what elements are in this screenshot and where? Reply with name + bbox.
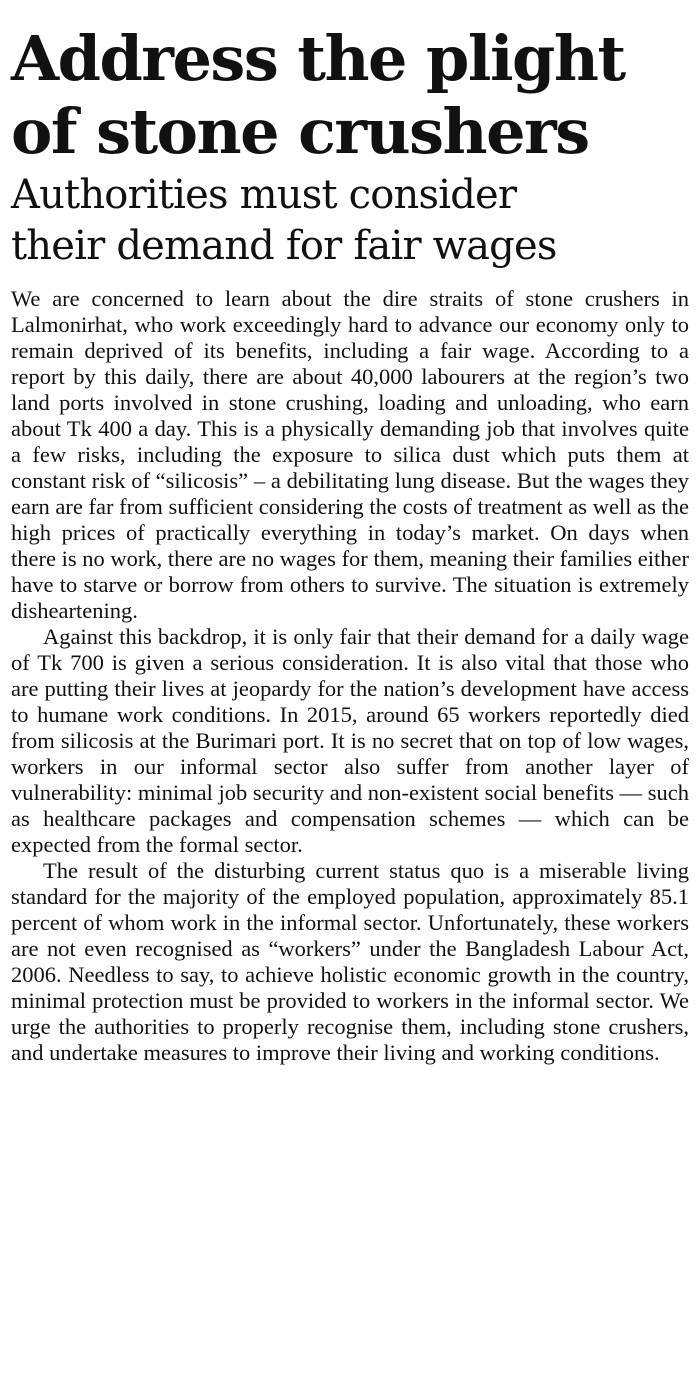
- headline-line-1: Address the plight: [11, 22, 625, 95]
- subheadline-line-1: Authorities must consider: [11, 172, 517, 218]
- subheadline-line-2: their demand for fair wages: [11, 223, 557, 269]
- headline-line-2: of stone crushers: [11, 95, 589, 168]
- headline: [11, 22, 689, 168]
- body-paragraph-3: The result of the disturbing current status quo is a miserable living standard for the majority of the employed population, approximately 85.1 percent of whom work in the informal sector. Unfortunately, these workers are not even recognised as “workers” under the Bangladesh Labour Act, 2006. Needless to say, to achieve holistic economic growth in the country, minimal protection must be provided to workers in the informal sector. We urge the authorities to properly recognise them, including stone crushers, and undertake measures to improve their living and working conditions.: [11, 858, 689, 1065]
- article-body: [11, 286, 689, 1066]
- body-paragraph-2: Against this backdrop, it is only fair that their demand for a daily wage of Tk 700 is given a serious consideration. It is also vital that those who are putting their lives at jeopardy for the nation’s development have access to humane work conditions. In 2015, around 65 workers reportedly died from silicosis at the Burimari port. It is no secret that on top of low wages, workers in our informal sector also suffer from another layer of vulnerability: minimal job security and non-existent social benefits — such as healthcare packages and compensation schemes — which can be expected from the formal sector.: [11, 624, 689, 857]
- subheadline: [11, 170, 689, 272]
- body-paragraph-1: We are concerned to learn about the dire straits of stone crushers in Lalmonirhat, who work exceedingly hard to advance our economy only to remain deprived of its benefits, including a fair wage. According to a report by this daily, there are about 40,000 labourers at the region’s two land ports involved in stone crushing, loading and unloading, who earn about Tk 400 a day. This is a physically demanding job that involves quite a few risks, including the exposure to silica dust which puts them at constant risk of “silicosis” – a debilitating lung disease. But the wages they earn are far from sufficient considering the costs of treatment as well as the high prices of practically everything in today’s market. On days when there is no work, there are no wages for them, meaning their families either have to starve or borrow from others to survive. The situation is extremely disheartening.: [11, 286, 689, 623]
